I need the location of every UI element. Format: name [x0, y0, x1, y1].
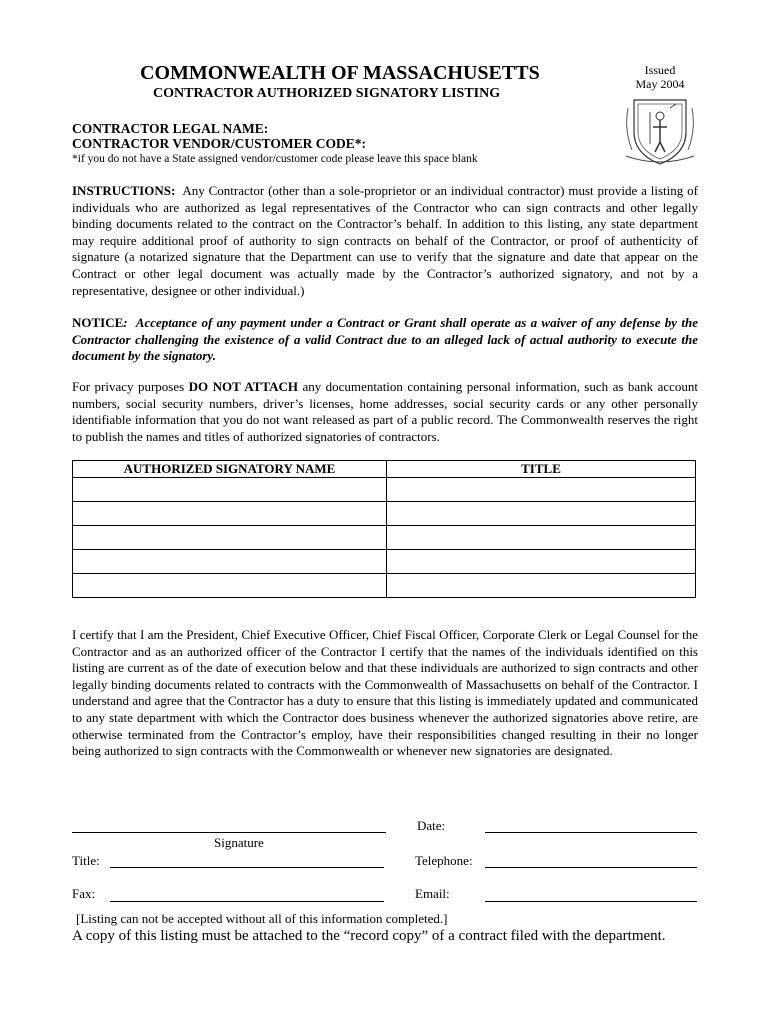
title-line[interactable]: [110, 867, 384, 868]
signatory-table: [72, 460, 696, 598]
signatory-title-cell[interactable]: [387, 574, 696, 598]
table-row: [73, 550, 696, 574]
contractor-legal-name-label: CONTRACTOR LEGAL NAME:: [72, 121, 269, 136]
instructions-lead: INSTRUCTIONS:: [72, 183, 176, 198]
instructions-paragraph: [72, 183, 698, 299]
issued-label: Issued: [644, 63, 676, 77]
signatory-name-cell[interactable]: [73, 550, 387, 574]
date-line[interactable]: [485, 832, 697, 833]
column-header-title: TITLE: [387, 461, 696, 478]
signatory-title-cell[interactable]: [387, 502, 696, 526]
notice-paragraph: NOTICE: Acceptance of any payment under a Contract or Grant shall operate as a waiver of any defense by the Contractor challenging the existence of a valid Contract due to an alleged lack of actual authority to execute the document by the signatory.: [72, 315, 698, 364]
table-row: [73, 574, 696, 598]
privacy-emphasis: DO NOT ATTACH: [188, 379, 298, 394]
signatory-title-cell[interactable]: [387, 550, 696, 574]
vendor-code-note: *if you do not have a State assigned vendor/customer code please leave this space blank: [72, 153, 478, 165]
table-header-row: [73, 461, 696, 478]
copy-note: A copy of this listing must be attached to the “record copy” of a contract filed with the department.: [72, 928, 666, 944]
email-label: Email:: [415, 886, 450, 901]
notice-text: Acceptance of any payment under a Contract or Grant shall operate as a waiver of any defense by the Contractor challenging the existence of a valid Contract due to an alleged lack of actual authority to execute the document by the signatory.: [72, 315, 698, 364]
signatory-name-cell[interactable]: [73, 574, 387, 598]
fax-line[interactable]: [110, 901, 384, 902]
signatory-title-cell[interactable]: [387, 478, 696, 502]
contractor-vendor-code-label: CONTRACTOR VENDOR/CUSTOMER CODE*:: [72, 136, 367, 151]
column-header-name: AUTHORIZED SIGNATORY NAME: [73, 461, 387, 478]
instructions-text: Any Contractor (other than a sole-proprietor or an individual contractor) must provide a listing of individuals who are authorized as legal representatives of the Contractor who can sign contracts and other legally binding documents related to the contract on the Contractor’s behalf. In addition to this listing, any state department may require additional proof of authority to sign contracts on behalf of the Contractor, or proof of authenticity of signature (a notarized signature that the Department can use to verify that the signature and date that appear on the Contract or other legal document was actually made by the Contractor’s authorized signatory, and not by a representative, designee or other individual.): [72, 183, 698, 298]
signature-label: Signature: [214, 835, 264, 850]
telephone-line[interactable]: [485, 867, 697, 868]
issued-date: May 2004: [635, 77, 685, 91]
table-row: [73, 526, 696, 550]
email-line[interactable]: [485, 901, 697, 902]
document-subtitle: CONTRACTOR AUTHORIZED SIGNATORY LISTING: [153, 86, 501, 101]
issued-block: [630, 63, 690, 91]
privacy-paragraph: [72, 379, 698, 445]
signatory-name-cell[interactable]: [73, 526, 387, 550]
notice-lead: NOTICE: [72, 315, 124, 330]
certification-paragraph: I certify that I am the President, Chief Executive Officer, Chief Fiscal Officer, Corporate Clerk or Legal Counsel for the Contractor and as an authorized officer of the Contractor I certify that the names of the individuals identified on this listing are current as of the date of execution below and that these individuals are authorized to sign contracts and other legally binding documents related to contracts with the Commonwealth of Massachusetts on behalf of the Contractor. I understand and agree that the Contractor has a duty to ensure that this listing is immediately updated and communicated to any state department with which the Contractor does business whenever the authorized signatories above retire, are otherwise terminated from the Contractor’s employ, have their responsibilities changed resulting in their no longer being authorized to sign contracts with the Commonwealth or whenever new signatories are designated.: [72, 627, 698, 759]
table-row: [73, 502, 696, 526]
fax-label: Fax:: [72, 886, 96, 901]
table-row: [73, 478, 696, 502]
signatory-name-cell[interactable]: [73, 478, 387, 502]
date-label: Date:: [417, 818, 446, 833]
document-title: COMMONWEALTH OF MASSACHUSETTS: [140, 62, 540, 84]
privacy-text: any documentation containing personal information, such as bank account numbers, social security numbers, driver’s licenses, home addresses, social security cards or any other personally identifiable information that you do not want released as part of a public record. The Commonwealth reserves the right to publish the names and titles of authorized signatories of contractors.: [72, 379, 699, 444]
completion-note: [Listing can not be accepted without all of this information completed.]: [76, 911, 448, 926]
contractor-labels: [72, 121, 366, 151]
massachusetts-state-seal-icon: [620, 94, 700, 166]
privacy-pre: For privacy purposes: [72, 379, 185, 394]
signatory-title-cell[interactable]: [387, 526, 696, 550]
signatory-name-cell[interactable]: [73, 502, 387, 526]
signature-line[interactable]: [72, 832, 386, 833]
title-label: Title:: [72, 853, 100, 868]
telephone-label: Telephone:: [415, 853, 473, 868]
